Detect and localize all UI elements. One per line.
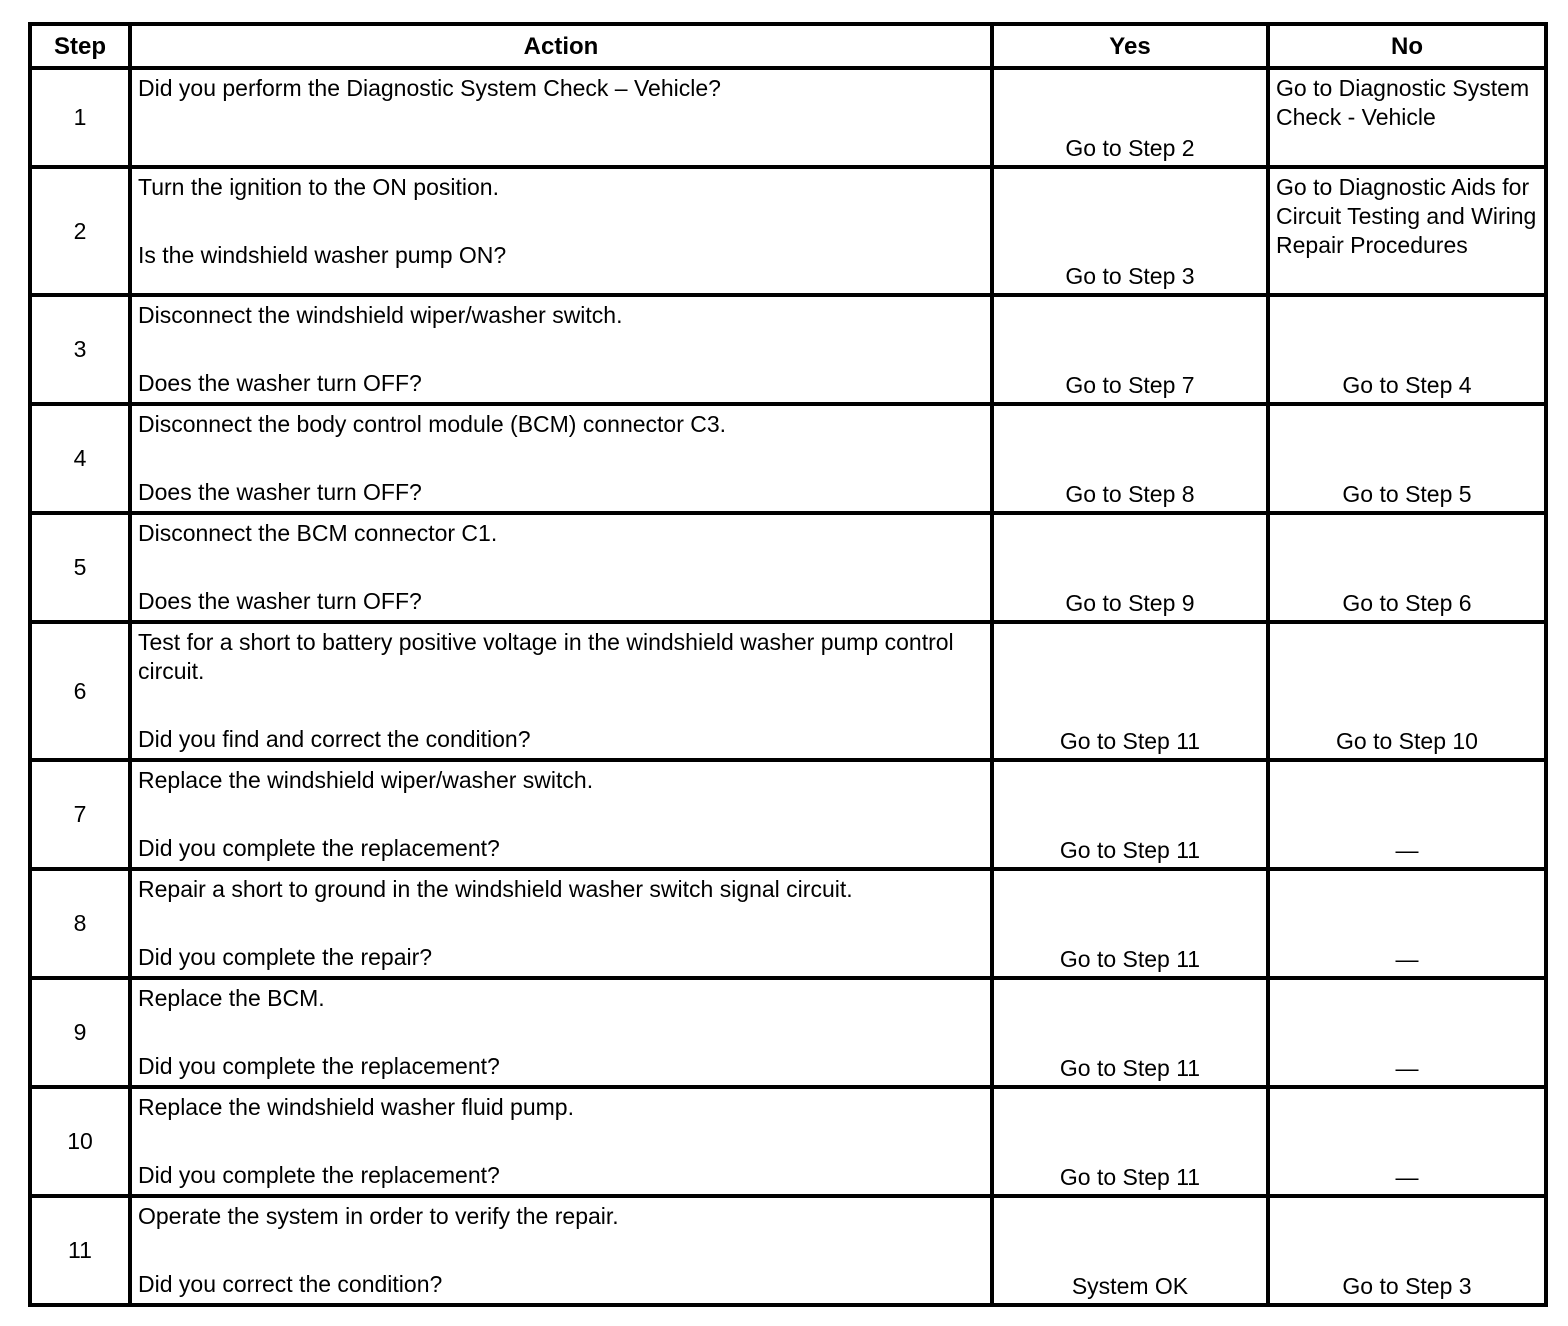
action-question: Did you complete the repair? [138,944,433,970]
table-row [30,978,1546,1087]
no-outcome: — [1268,978,1546,1087]
table-row [30,68,1546,167]
yes-outcome: Go to Step 11 [992,869,1268,978]
step-number: 2 [30,167,130,295]
action-instruction: Replace the windshield washer fluid pump. [138,1094,574,1120]
table-row [30,869,1546,978]
action-question: Does the washer turn OFF? [138,588,422,614]
no-outcome: — [1268,1087,1546,1196]
action-question: Did you complete the replacement? [138,1162,500,1188]
header-step: Step [30,24,130,68]
no-outcome: Go to Diagnostic System Check - Vehicle [1268,68,1546,167]
action-instruction: Did you perform the Diagnostic System Check – Vehicle? [138,75,721,101]
no-outcome: — [1268,869,1546,978]
step-number: 11 [30,1196,130,1305]
step-number: 7 [30,760,130,869]
action-instruction: Disconnect the windshield wiper/washer switch. [138,302,623,328]
action-instruction: Disconnect the body control module (BCM) connector C3. [138,411,727,437]
action-question: Did you complete the replacement? [138,1053,500,1079]
action-cell [130,404,992,513]
action-cell [130,622,992,760]
no-outcome: Go to Step 5 [1268,404,1546,513]
yes-outcome: Go to Step 2 [992,68,1268,167]
header-row [30,24,1546,68]
step-number: 8 [30,869,130,978]
yes-outcome: Go to Step 7 [992,295,1268,404]
table-row [30,295,1546,404]
action-instruction: Repair a short to ground in the windshield washer switch signal circuit. [138,876,853,902]
yes-outcome: Go to Step 11 [992,978,1268,1087]
action-instruction: Turn the ignition to the ON position. [138,174,499,200]
table-row [30,760,1546,869]
no-outcome: Go to Step 6 [1268,513,1546,622]
yes-outcome: Go to Step 9 [992,513,1268,622]
yes-outcome: Go to Step 11 [992,622,1268,760]
action-instruction: Operate the system in order to verify the repair. [138,1203,619,1229]
step-number: 6 [30,622,130,760]
yes-outcome: Go to Step 8 [992,404,1268,513]
table-row [30,1087,1546,1196]
no-outcome: Go to Step 3 [1268,1196,1546,1305]
action-question: Does the washer turn OFF? [138,370,422,396]
action-question: Did you find and correct the condition? [138,726,531,752]
action-instruction: Disconnect the BCM connector C1. [138,520,498,546]
action-question: Did you complete the replacement? [138,835,500,861]
step-number: 1 [30,68,130,167]
action-cell [130,167,992,295]
step-number: 9 [30,978,130,1087]
no-outcome: Go to Diagnostic Aids for Circuit Testing and Wiring Repair Procedures [1268,167,1546,295]
action-cell [130,978,992,1087]
diagnostic-table [28,22,1548,1307]
table-row [30,404,1546,513]
header-no: No [1268,24,1546,68]
action-question: Did you correct the condition? [138,1271,443,1297]
header-yes: Yes [992,24,1268,68]
action-cell [130,1087,992,1196]
table-row [30,513,1546,622]
table-row [30,1196,1546,1305]
no-outcome: Go to Step 4 [1268,295,1546,404]
action-cell [130,68,992,167]
yes-outcome: Go to Step 11 [992,760,1268,869]
no-outcome: — [1268,760,1546,869]
action-cell [130,513,992,622]
action-instruction: Replace the windshield wiper/washer switch. [138,767,594,793]
table-row [30,622,1546,760]
action-question: Does the washer turn OFF? [138,479,422,505]
action-cell [130,869,992,978]
action-cell [130,295,992,404]
no-outcome: Go to Step 10 [1268,622,1546,760]
yes-outcome: Go to Step 11 [992,1087,1268,1196]
step-number: 3 [30,295,130,404]
step-number: 4 [30,404,130,513]
action-instruction: Replace the BCM. [138,985,325,1011]
action-cell [130,760,992,869]
yes-outcome: Go to Step 3 [992,167,1268,295]
yes-outcome: System OK [992,1196,1268,1305]
step-number: 5 [30,513,130,622]
table-row [30,167,1546,295]
action-cell [130,1196,992,1305]
action-instruction: Test for a short to battery positive voltage in the windshield washer pump control circuit. [138,629,954,684]
action-question: Is the windshield washer pump ON? [138,242,507,268]
step-number: 10 [30,1087,130,1196]
header-action: Action [130,24,992,68]
